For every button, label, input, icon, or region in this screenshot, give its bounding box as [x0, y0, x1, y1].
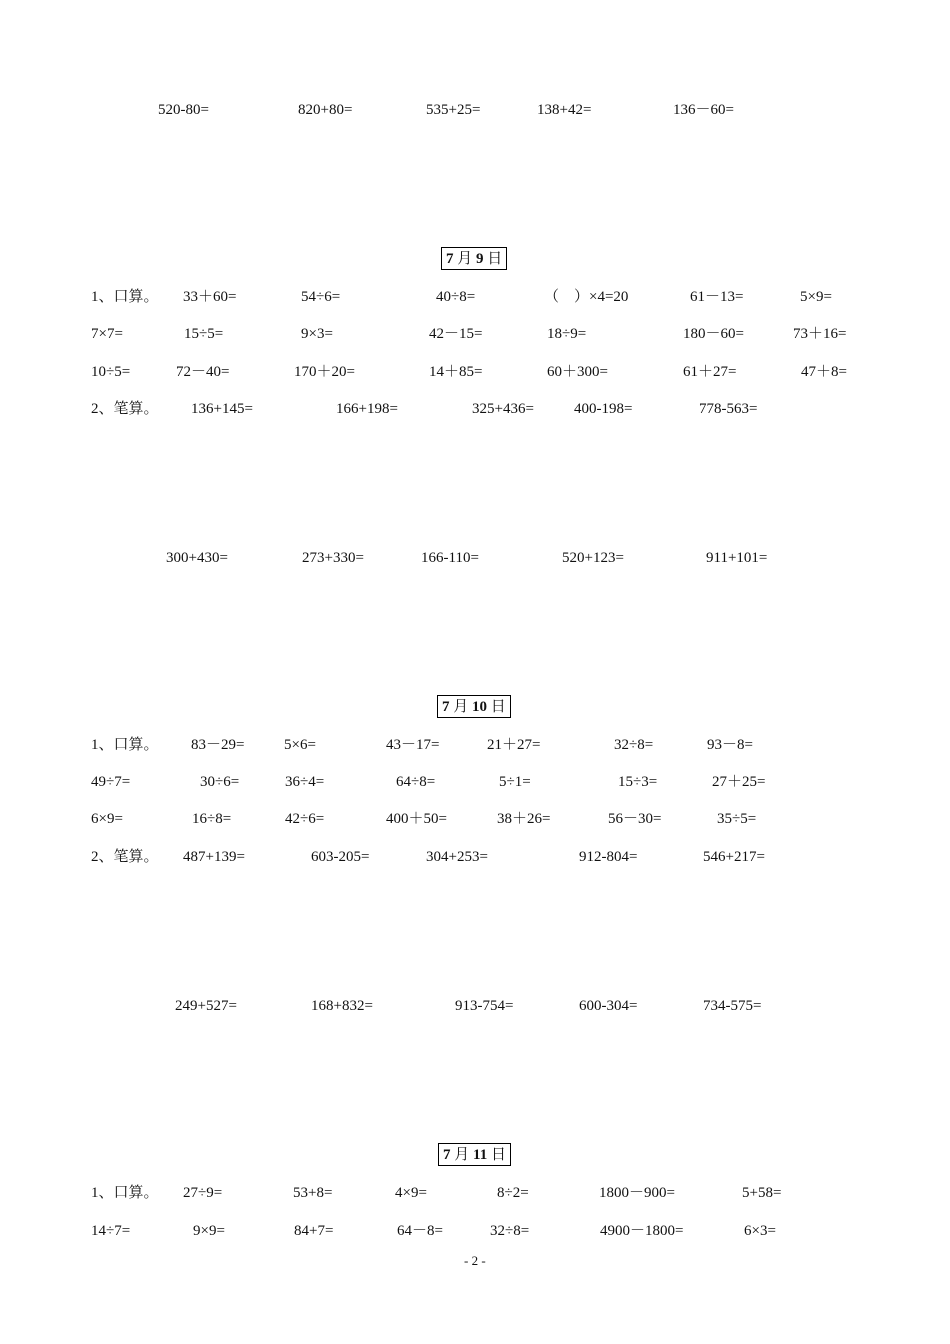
problem: 166-110= [421, 550, 479, 566]
written-label: 2、笔算。 [91, 849, 159, 865]
date-day-char: 日 [490, 1147, 506, 1163]
problem: 38＋26= [497, 811, 551, 827]
date-month-char: 月 [457, 251, 473, 267]
problem: 249+527= [175, 998, 237, 1014]
problem: 166+198= [336, 401, 398, 417]
problem: 5×6= [284, 737, 316, 753]
problem: 911+101= [706, 550, 768, 566]
problem: 54÷6= [301, 289, 341, 305]
problem: 400＋50= [386, 811, 447, 827]
problem: 180－60= [683, 326, 744, 342]
problem: 27＋25= [712, 774, 766, 790]
problem: 8÷2= [497, 1185, 529, 1201]
problem: 32÷8= [490, 1223, 530, 1239]
problem: 93－8= [707, 737, 753, 753]
problem: 5÷1= [499, 774, 531, 790]
problem: 9×3= [301, 326, 333, 342]
problem: 18÷9= [547, 326, 587, 342]
problem: 136－60= [673, 102, 734, 118]
problem: 400-198= [574, 401, 633, 417]
problem: 603-205= [311, 849, 370, 865]
date-day-char: 日 [490, 699, 506, 715]
written-label: 2、笔算。 [91, 401, 159, 417]
problem: 535+25= [426, 102, 481, 118]
problem: 32÷8= [614, 737, 654, 753]
date-heading [438, 1143, 511, 1166]
problem: 40÷8= [436, 289, 476, 305]
problem: 83－29= [191, 737, 245, 753]
date-heading [437, 695, 511, 718]
date-month: 7 [446, 251, 454, 267]
problem: 1800－900= [599, 1185, 675, 1201]
date-heading [441, 247, 507, 270]
date-month: 7 [442, 699, 450, 715]
problem: 136+145= [191, 401, 253, 417]
date-month-char: 月 [454, 1147, 470, 1163]
problem: 520+123= [562, 550, 624, 566]
page-number: - 2 - [464, 1253, 486, 1268]
date-day-char: 日 [487, 251, 503, 267]
problem: 168+832= [311, 998, 373, 1014]
oral-label: 1、口算。 [91, 737, 159, 753]
problem: 27÷9= [183, 1185, 223, 1201]
problem: 73＋16= [793, 326, 847, 342]
problem: 36÷4= [285, 774, 325, 790]
date-day: 10 [472, 699, 488, 715]
problem: 6×3= [744, 1223, 776, 1239]
problem: 42÷6= [285, 811, 325, 827]
problem: 4900－1800= [600, 1223, 684, 1239]
problem: 734-575= [703, 998, 762, 1014]
problem: 5+58= [742, 1185, 782, 1201]
problem: 35÷5= [717, 811, 757, 827]
problem: 325+436= [472, 401, 534, 417]
problem: 273+330= [302, 550, 364, 566]
problem: 60＋300= [547, 364, 608, 380]
problem: 6×9= [91, 811, 123, 827]
problem: 300+430= [166, 550, 228, 566]
problem: 43－17= [386, 737, 440, 753]
problem: 304+253= [426, 849, 488, 865]
problem: 138+42= [537, 102, 592, 118]
date-day: 11 [473, 1147, 488, 1163]
problem: 170＋20= [294, 364, 355, 380]
problem: 72－40= [176, 364, 230, 380]
problem: 15÷5= [184, 326, 224, 342]
problem: 56－30= [608, 811, 662, 827]
problem: 487+139= [183, 849, 245, 865]
date-month-char: 月 [453, 699, 469, 715]
problem: 912-804= [579, 849, 638, 865]
problem: 16÷8= [192, 811, 232, 827]
problem: 61－13= [690, 289, 744, 305]
oral-label: 1、口算。 [91, 1185, 159, 1201]
problem: 64－8= [397, 1223, 443, 1239]
problem: 21＋27= [487, 737, 541, 753]
problem: 7×7= [91, 326, 123, 342]
problem: 4×9= [395, 1185, 427, 1201]
problem: 820+80= [298, 102, 353, 118]
problem: 778-563= [699, 401, 758, 417]
problem: 600-304= [579, 998, 638, 1014]
problem: 546+217= [703, 849, 765, 865]
problem: 84+7= [294, 1223, 334, 1239]
oral-label: 1、口算。 [91, 289, 159, 305]
problem: 53+8= [293, 1185, 333, 1201]
problem: 30÷6= [200, 774, 240, 790]
problem: 14＋85= [429, 364, 483, 380]
date-month: 7 [443, 1147, 451, 1163]
problem: 14÷7= [91, 1223, 131, 1239]
problem: （ ）×4=20 [544, 289, 629, 305]
problem: 49÷7= [91, 774, 131, 790]
problem: 15÷3= [618, 774, 658, 790]
problem: 5×9= [800, 289, 832, 305]
problem: 9×9= [193, 1223, 225, 1239]
date-day: 9 [476, 251, 484, 267]
problem: 520-80= [158, 102, 209, 118]
problem: 10÷5= [91, 364, 131, 380]
problem: 61＋27= [683, 364, 737, 380]
problem: 42－15= [429, 326, 483, 342]
problem: 47＋8= [801, 364, 847, 380]
problem: 64÷8= [396, 774, 436, 790]
problem: 913-754= [455, 998, 514, 1014]
problem: 33＋60= [183, 289, 237, 305]
